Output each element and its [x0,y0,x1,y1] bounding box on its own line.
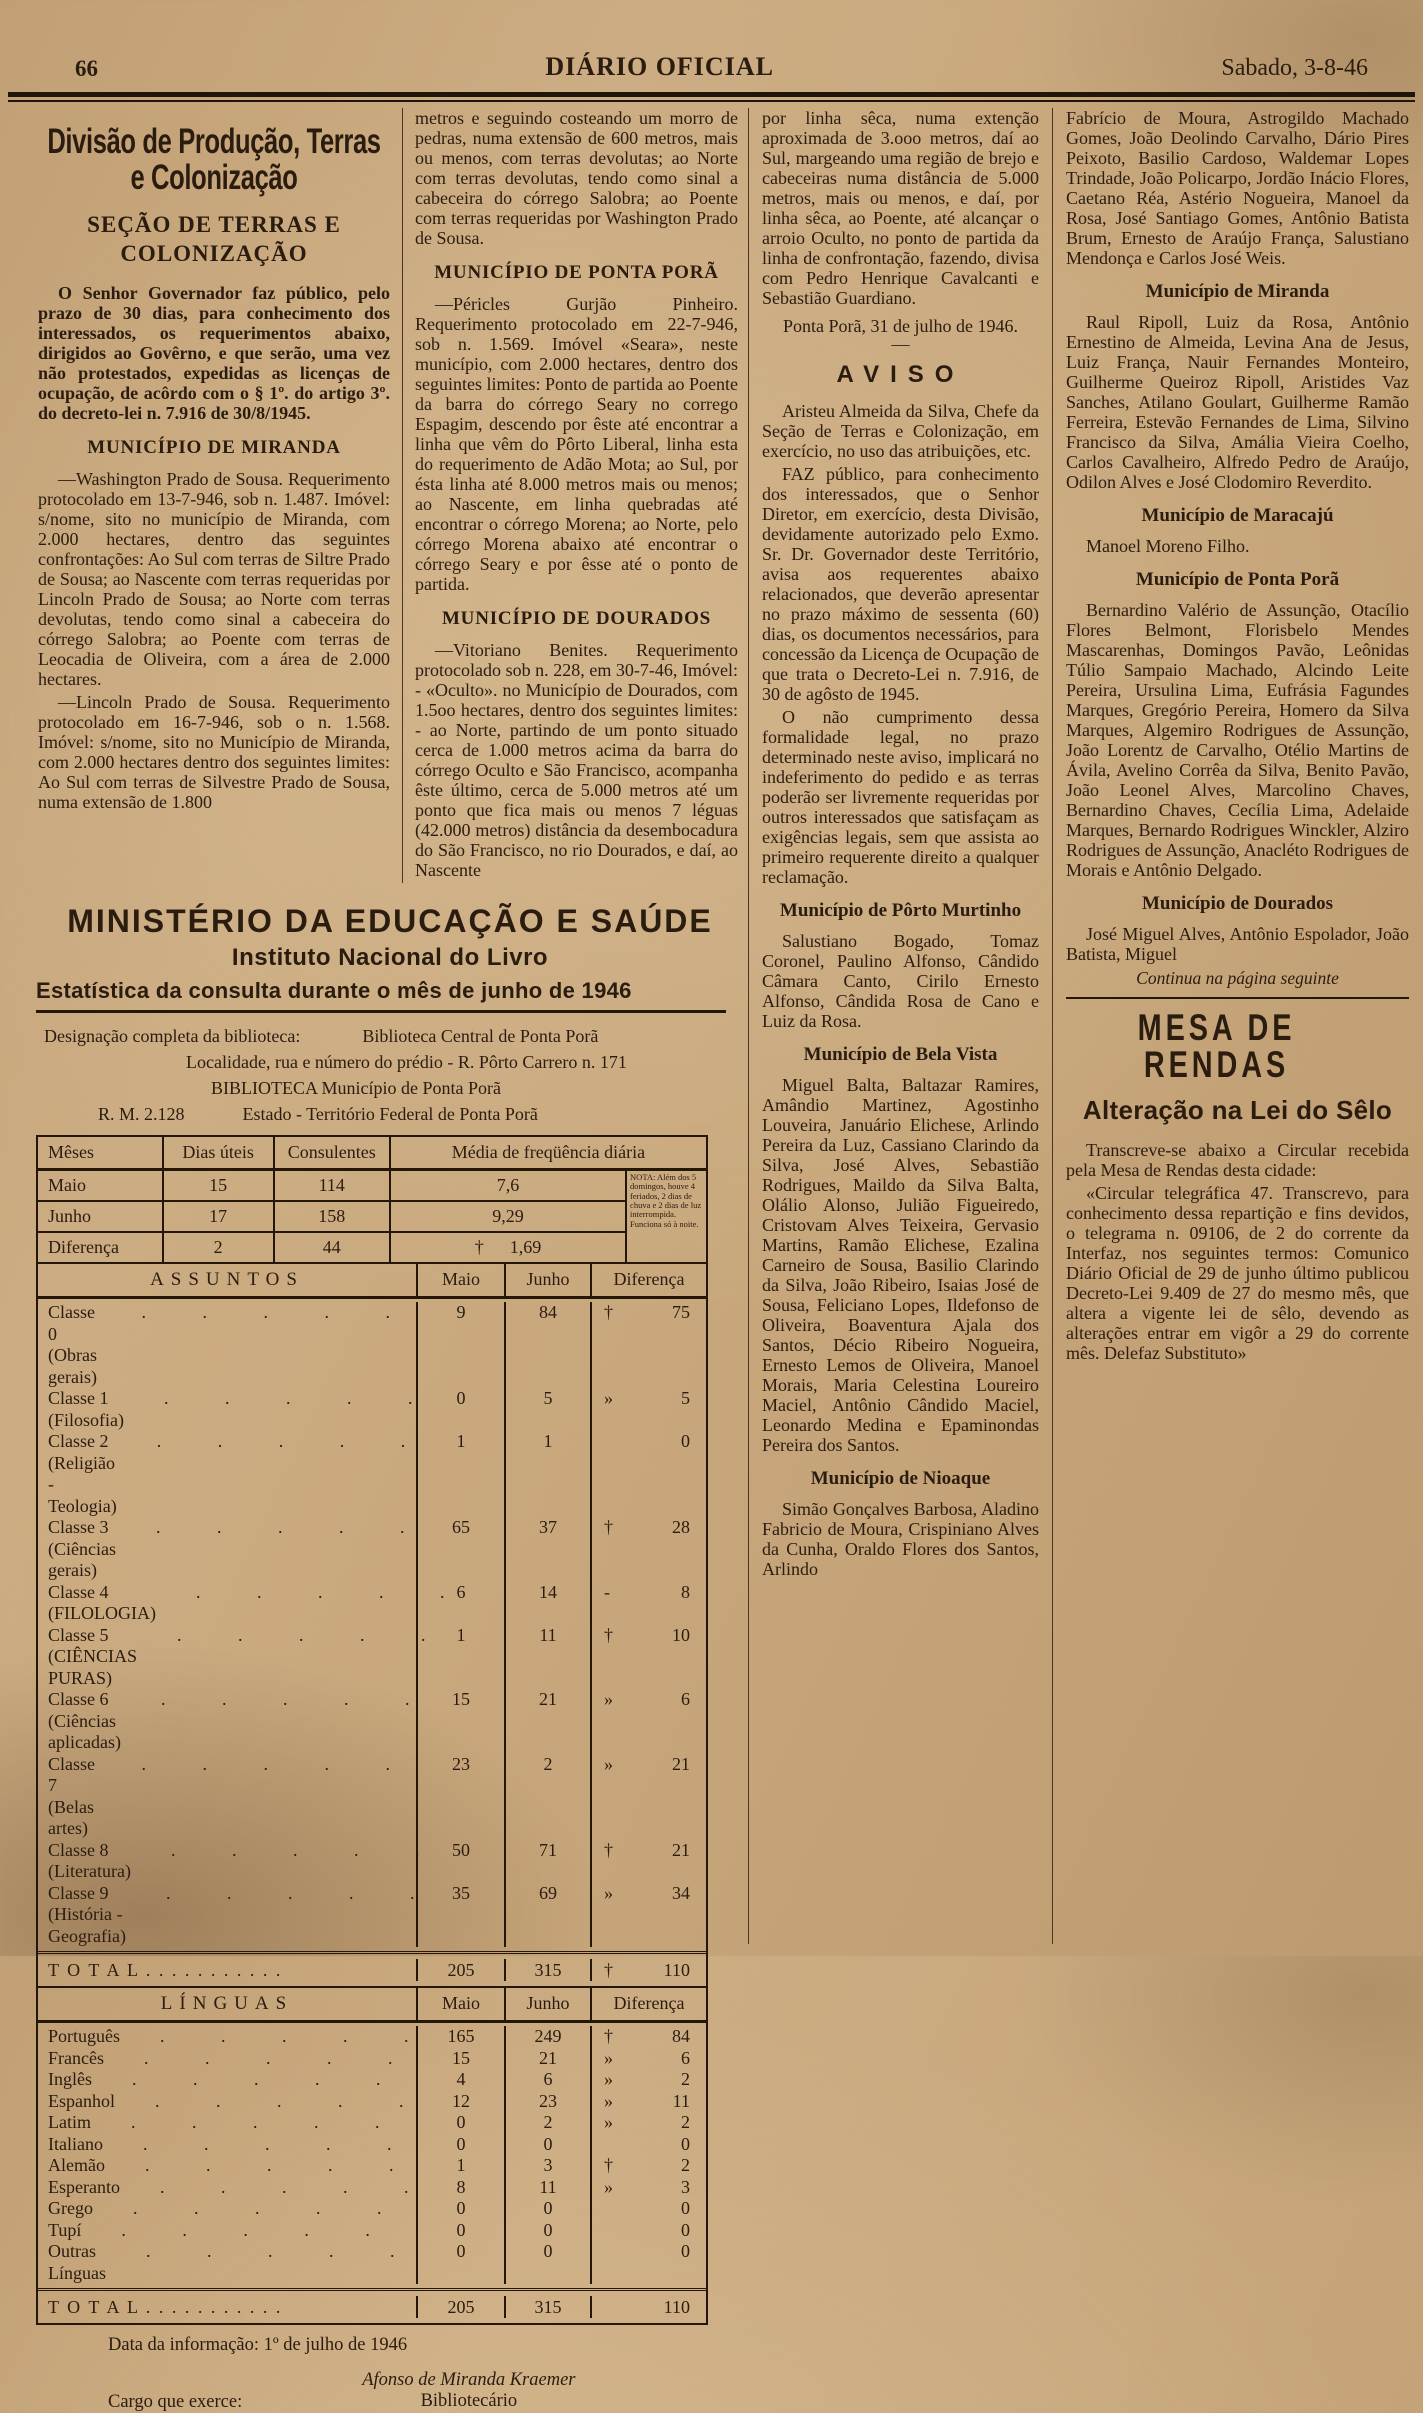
aviso-heading: AVISO [836,361,965,388]
intro-paragraph: O Senhor Governador faz público, pelo prazo de 30 dias, para conhecimento dos interessados, os requerimentos abaixo, dirigidos ao Govêrno, e que serão, uma vez não protestados, expedidas as licenças de ocupação, de acôrdo com o § 1º. do artigo 3º. do decreto-lei n. 7.916 de 30/8/1945. [38,282,390,423]
library-registry-line [36,1101,744,1127]
table-row [38,1431,706,1517]
designation-label: Designação completa da biblioteca: [44,1026,301,1046]
row-label-cell: Alemão . [38,2155,416,2177]
municipio-nioaque-heading: Município de Nioaque [810,1468,991,1489]
paragraph: —Péricles Gurjão Pinheiro. Requerimento protocolado em 22-7-946, sob n. 1.569. Imóvel «Seara», neste município, com 2.000 hectares, dentro dos seguintes limites: Ponto de partida ao Poente da barra do córrego Seary no corrego Espagim, descendo por êste até encontrar a linha que vêm do Pôrto Liberal, linha esta do requerimento de Adão Mota; ao Sul, por ésta linha até 8.000 metros mais ou menos; ao Nascente, em linha quebradas até encontrar o córrego Morena; ao Norte, pelo córrego Morena abaixo até encontrar o córrego Seary e por êsse até o ponto de partida. [415,294,738,594]
cell-maio: 8 [416,2177,504,2199]
page-content [0,102,1423,2412]
cell-diferenca: - 8 [590,1582,706,1625]
row-label-cell: Classe 6 (Ciências aplicadas) . [38,1689,416,1754]
cell-junho: 0 [504,2198,590,2220]
dot-leader [104,2048,419,2070]
paragraph: Bernardino Valério de Assunção, Otacílio Flores Belmont, Florisbelo Mendes Mascarenhas, Domingos Pavão, Leônidas Túlio Sampaio Machado, Alcindo Leite Pereira, Ursulina Lima, Eufrásia Fagundes Marques, Gregório Pereira, Homero da Silva Marques, Algemiro Rodrigues de Assunção, João Lorentz de Carvalho, Otélio Martins de Ávila, Avelino Corrêa da Silva, Benito Pavão, João Leonel Alves, Marcolino Chaves, Bernardino Chaves, Cecília Lima, Adelaide Marques, Bernardo Rodrigues Winckler, Alziro Rodrigues de Assunção, Anacléto Rodrigues de Morais e Antônio Delgado. [1066,600,1409,880]
municipio-miranda-heading: Município de Miranda [1145,281,1330,302]
row-label-cell: Classe 7 (Belas artes) . [38,1754,416,1840]
issue-date: Sabado, 3-8-46 [1221,55,1368,81]
cell-diferenca: † 75 [590,1302,706,1388]
library-address-line: Localidade, rua e número do prédio - R. Pôrto Carrero n. 171 [186,1052,627,1072]
row-label-cell: Italiano . [38,2134,416,2156]
cell-maio: 15 [416,2048,504,2070]
table-row [37,1232,707,1263]
assuntos-rows [38,1299,706,1951]
municipio-ponta-pora-heading: Município de Ponta Porã [1135,569,1340,590]
cell-maio: 0 [416,2220,504,2242]
cell-junho: 6 [504,2069,590,2091]
column-4 [1053,108,1415,1944]
row-label-cell: Outras Línguas . [38,2241,416,2284]
table-row [38,2241,706,2284]
left-section [36,108,748,2412]
continua-note: Continua na página seguinte [1136,968,1339,988]
cell-media: 9,29 [390,1201,626,1232]
municipio-maracaju-heading: Município de Maracajú [1141,505,1334,526]
cell-maio: 1 [416,1625,504,1690]
paragraph: Fabrício de Moura, Astrogildo Machado Gomes, João Deolindo Carvalho, Dário Pires Peixoto, Basilio Cardoso, Waldemar Lopes Trindade, João Policarpo, Jordão Inácio Flores, Caetano Réa, Astério Nogueira, Manoel da Rosa, José Santiago Gomes, Antônio Batista Brum, Ernesto de Araújo França, Salustiano Mendonça e Carlos José Weis. [1066,108,1409,268]
row-label-cell: Tupí . [38,2220,416,2242]
table-row [38,1840,706,1883]
cell-maio: 0 [416,2134,504,2156]
cell-junho: 84 [504,1302,590,1388]
row-label-cell: Classe 0 (Obras gerais) . [38,1302,416,1388]
col-header-diferenca: Diferença [590,1264,706,1296]
cell-diferenca: † 21 [590,1840,706,1883]
library-designation-line [36,1023,744,1049]
paragraph: —Lincoln Prado de Sousa. Requerimento protocolado em 16-7-946, sob o n. 1.568. Imóvel: s/nome, sito no Município de Miranda, com 2.000 hectares dentro dos seguintes limites: Ao Sul com terras de Silvestre Prado de Sousa, numa extensão de 1.800 [38,691,390,812]
paragraph: «Circular telegráfica 47. Transcrevo, para conhecimento dessa repartição e fins devidos, o telegrama n. 09106, de 2 do corrente da Interfaz, nos seguintes termos: Comunico Diário Oficial de 29 de junho último publicou Decreto-Lei 9.409 de 27 do mesmo mês, que altera a vigente lei de sêlo, devendo as alterações entrar em vigôr a 29 do corrente mês. Delefaz Substituto» [1066,1183,1409,1363]
cell-junho: 0 [504,2241,590,2284]
info-date-line: Data da informação: 1º de julho de 1946 [108,2335,408,2355]
dot-leader [91,2112,416,2134]
municipio-miranda-heading: MUNICÍPIO DE MIRANDA [87,436,341,458]
row-label-cell: Espanhol . [38,2091,416,2113]
cell-maio: 1 [416,2155,504,2177]
cell-maio: 0 [416,2198,504,2220]
page-number: 66 [75,56,98,81]
table-row [38,1754,706,1840]
paragraph: Simão Gonçalves Barbosa, Aladino Fabricio de Moura, Crispiniano Alves da Cunha, Oraldo Flores dos Santos, Arlindo [762,1499,1039,1579]
dot-leader [93,2198,416,2220]
cell-junho: 37 [504,1517,590,1582]
column-2 [403,108,748,883]
paragraph: José Miguel Alves, Antônio Espolador, João Batista, Miguel [1066,924,1409,964]
total-diferenca: 110 [590,2296,706,2318]
cell-junho: 14 [504,1582,590,1625]
assuntos-total-row [38,1951,706,1986]
cell-diferenca: 0 [590,2241,706,2284]
cell-junho: 5 [504,1388,590,1431]
col-header-junho: Junho [504,1264,590,1296]
dot-leader [124,1388,439,1431]
dot-leader [116,1517,431,1582]
cell-maio: 4 [416,2069,504,2091]
dot-leader [131,1840,446,1883]
designation-value: Biblioteca Central de Ponta Porã [362,1026,599,1046]
cell-consulentes: 114 [274,1170,390,1202]
cell-junho: 3 [504,2155,590,2177]
row-label-cell: Classe 8 (Literatura) . [38,1840,416,1883]
estatistica-subtitle: Estatística da consulta durante o mês de junho de 1946 [36,978,632,1003]
table-row [37,1170,707,1202]
table-row [38,2026,706,2048]
cell-consulentes: 158 [274,1201,390,1232]
mesa-subtitle: Alteração na Lei do Sêlo [1082,1095,1393,1125]
cell-maio: 15 [416,1689,504,1754]
frequency-table [36,1135,708,1264]
registry-number: R. M. 2.128 [98,1104,185,1124]
cell-diferenca: 0 [590,2198,706,2220]
cell-junho: 1 [504,1431,590,1517]
cell-junho: 0 [504,2220,590,2242]
col-header-maio: Maio [416,1988,504,2020]
table-row [38,1517,706,1582]
row-label-cell: Classe 4 (FILOLOGIA) . [38,1582,416,1625]
librarian-role: Bibliotecário [420,2391,518,2411]
statistics-tables [36,1135,708,2325]
cell-diferenca: » 6 [590,1689,706,1754]
cell-diferenca: 0 [590,1431,706,1517]
left-columns [36,108,748,883]
cell-junho: 23 [504,2091,590,2113]
cell-junho: 0 [504,2134,590,2156]
cell-maio: 50 [416,1840,504,1883]
cell-diferenca: » 6 [590,2048,706,2070]
cell-consulentes: 44 [274,1232,390,1263]
table-row [38,2069,706,2091]
librarian-signature [362,2370,575,2413]
paragraph: O não cumprimento dessa formalidade legal, no prazo determinado neste aviso, implicará no indeferimento do pedido e as terras poderão ser livremente requeridas por outros interessados que satisfaçam as exigências legais, sem que assista ao primeiro requerente direito a qualquer reclamação. [762,707,1039,887]
cell-diferenca: † 2 [590,2155,706,2177]
cell-maio: 35 [416,1883,504,1948]
row-label-cell: Classe 1 (Filosofia) . [38,1388,416,1431]
cell-diferenca: » 11 [590,2091,706,2113]
dot-leader [121,1689,436,1754]
dot-leader [117,1431,432,1517]
instituto-subtitle: Instituto Nacional do Livro [231,944,549,971]
total-maio: 205 [416,2296,504,2318]
registry-state: Estado - Território Federal de Ponta Porã [242,1104,538,1124]
table-row [38,1883,706,1948]
cell-junho: 71 [504,1840,590,1883]
table-row [38,1625,706,1690]
cell-maio: 9 [416,1302,504,1388]
paragraph: Salustiano Bogado, Tomaz Coronel, Paulino Alfonso, Cândido Câmara Canto, Cirilo Ernesto Alfonso, Cândida Rosa de Cano e Luiz da Rosa. [762,931,1039,1031]
cell-maio: 12 [416,2091,504,2113]
diff-value: 1,69 [509,1237,542,1257]
col-header-dias: Dias úteis [163,1136,274,1170]
table-row [38,2091,706,2113]
dot-leader [105,2155,420,2177]
signature-row [36,2370,744,2413]
cell-junho: 11 [504,2177,590,2199]
cell-diferenca: » 21 [590,1754,706,1840]
cell-junho: 11 [504,1625,590,1690]
mesa-divider-rule [1066,997,1409,999]
nota-box: NOTA: Além dos 5 domingos, houve 4 feriados, 2 dias de chuva e 2 dias de luz interrompida. Funciona só à noite. [626,1170,707,1264]
dot-leader [102,1754,417,1840]
cell-maio: 0 [416,1388,504,1431]
paragraph: por linha sêca, numa extenção aproximada de 3.ooo metros, daí ao Sul, margeando uma região de brejo e cabeceiras numa distância de 5.000 metros, mais ou menos, e daí, por linha sêca, ao Poente, até alcançar o arroio Oculto, no ponto de partida da linha de confrontação, fazendo, divisa com Pedro Henrique Cavalcanti e Sebastião Guardiano. [762,108,1039,308]
table-row [38,2112,706,2134]
ministerio-title: MINISTÉRIO DA EDUCAÇÃO E SAÚDE [67,903,713,939]
dot-leader [115,2091,430,2113]
paragraph: —Washington Prado de Sousa. Requerimento protocolado em 13-7-946, sob n. 1.487. Imóvel: s/nome, sito no município de Miranda, com 2.000 hectares, dentro das seguintes confrontações: Ao Sul com terras de Siltre Prado de Sousa; ao Nascente com terras requeridas por Lincoln Prado de Sousa; ao Norte com terras devolutas, tendo como sinal a cabeceira do córrego Salobra; ao Poente com terras de Leocadia de Oliveira, com a área de 2.000 hectares. [38,468,390,689]
municipio-bela-vista-heading: Município de Bela Vista [803,1044,998,1065]
row-label-cell: Classe 9 (História - Geografia) . [38,1883,416,1948]
cell-maio: 0 [416,2241,504,2284]
table-row [38,2048,706,2070]
col-header-meses: Mêses [37,1136,163,1170]
cell-maio: 23 [416,1754,504,1840]
dot-leader [137,1625,452,1690]
cell-junho: 69 [504,1883,590,1948]
municipio-dourados-heading: MUNICÍPIO DE DOURADOS [441,608,712,629]
cell-junho: 21 [504,2048,590,2070]
cell-mes: Junho [37,1201,163,1232]
paragraph: Transcreve-se abaixo a Circular recebida pela Mesa de Rendas desta cidade: [1066,1140,1409,1180]
dot-leader [81,2220,416,2242]
linguas-table [36,1986,708,2325]
municipio-dourados-heading: Município de Dourados [1141,893,1334,914]
ministerio-section [36,897,748,2413]
cell-diferenca: † 84 [590,2026,706,2048]
dot-leader [102,1302,417,1388]
municipio-ponta-pora-heading: MUNICÍPIO DE PONTA PORÃ [434,262,719,283]
table-row [38,2198,706,2220]
cell-maio: 6 [416,1582,504,1625]
column-1 [36,108,403,883]
cell-junho: 249 [504,2026,590,2048]
col-header-assuntos: ASSUNTOS [150,1269,304,1290]
signature-block [36,2335,744,2413]
cell-diferenca: » 3 [590,2177,706,2199]
col-header-linguas: LÍNGUAS [160,1993,294,2014]
paragraph: metros e seguindo costeando um morro de pedras, numa extensão de 600 metros, mais ou menos, com terras devolutas; ao Norte com terras devolutas, tendo como sinal a cabeceira do córrego Salobra; ao Poente com terras requeridas por Washington Prado de Sousa. [415,108,738,248]
cell-mes: Maio [37,1170,163,1202]
paragraph: FAZ público, para conhecimento dos interessados, que o Senhor Diretor, em exercício, desta Divisão, devidamente autorizado pelo Exmo. Sr. Dr. Governador deste Território, avisa aos requerentes abaixo relacionados, que deverão apresentar no prazo máximo de sessenta (60) dias, os documentos necessários, para concessão da Licença de Ocupação de que trata o Decreto-Lei n. 7.916, de 30 de agôsto de 1945. [762,464,1039,704]
col-header-media: Média de freqüência diária [390,1136,707,1170]
separator-dash: — [891,334,910,354]
frequency-header-row [37,1136,707,1170]
library-name-line: BIBLIOTECA Município de Ponta Porã [211,1078,501,1098]
cell-diferenca: † 28 [590,1517,706,1582]
paragraph: Raul Ripoll, Luiz da Rosa, Antônio Ernestino de Almeida, Levina Ana de Jesus, Luiz França, Nauir Fernandes Monteiro, Guilherme Queiroz Ripoll, Aristides Vaz Sanches, Atilano Goulart, Guilherme Ramão Ferreira, Estevão Fernandes de Lima, Silvino Francisco da Silva, Amália Vieira Coelho, Carlos Cavalheiro, Alfredo Pedro de Araújo, Odilon Alves e José Clodomiro Reverdito. [1066,312,1409,492]
dot-leader [126,1883,441,1948]
table-row [38,2134,706,2156]
division-heading: Divisão de Produção, Terras e Colonização [47,122,381,197]
municipio-porto-murtinho-heading: Município de Pôrto Murtinho [779,900,1022,921]
row-label-cell: Inglês . [38,2069,416,2091]
col-header-maio: Maio [416,1264,504,1296]
newspaper-title: DIÁRIO OFICIAL [545,52,774,81]
dot-leader [120,2177,435,2199]
table-row [38,1689,706,1754]
row-label-cell: Esperanto . [38,2177,416,2199]
ministerio-rule [36,1010,726,1013]
cell-diferenca: 0 [590,2134,706,2156]
place-date-line: Ponta Porã, 31 de julho de 1946. [783,316,1018,336]
dot-leader [103,2134,418,2156]
cell-dias: 15 [163,1170,274,1202]
total-maio: 205 [416,1959,504,1981]
row-label-cell: Classe 5 (CIÊNCIAS PURAS) . [38,1625,416,1690]
row-label-cell: Classe 3 (Ciências gerais) . [38,1517,416,1582]
cell-diferenca: » 2 [590,2112,706,2134]
cell-mes: Diferença [37,1232,163,1263]
cell-dias: 17 [163,1201,274,1232]
cell-diferenca: » 34 [590,1883,706,1948]
total-label: T O T A L . . . . . . . . . . . [48,1960,283,1980]
header-rule-thick [8,92,1415,97]
total-diferenca: † 110 [590,1959,706,1981]
mesa-de-rendas-heading: MESA DE RENDAS [1137,1007,1296,1085]
paragraph: —Vitoriano Benites. Requerimento protocolado sob n. 228, em 30-7-46, Imóvel: - «Oculto». no Município de Dourados, com 1.5oo hectares, dentro dos seguintes limites: - ao Norte, partindo de um ponto situado cerca de 1.000 metros acima da barra do córrego Oculto e São Francisco, acompanha êste último, cerca de 5.000 metros até um ponto que fica mais ou menos 7 léguas (42.000 metros) distância da desembocadura do São Francisco, no rio Dourados, e daí, ao Nascente [415,640,738,880]
paragraph: Aristeu Almeida da Silva, Chefe da Seção de Terras e Colonização, em exercício, no uso das atribuições, etc. [762,401,1039,461]
library-info [36,1023,744,1127]
row-label-cell: Grego . [38,2198,416,2220]
cell-maio: 1 [416,1431,504,1517]
table-row [38,2220,706,2242]
cell-maio: 65 [416,1517,504,1582]
column-3 [748,108,1053,1944]
paragraph: Miguel Balta, Baltazar Ramires, Amândio Martinez, Agostinho Louveira, Januário Elichese, Arlindo Pereira da Luz, Cassiano Clarindo da Silva, José Alves, Sebastião Rodrigues, Maildo da Silva Balta, Olálio Alonso, Julião Figueiredo, Cristovam Alves Teixeira, Gervasio Martins, Ramão Elichese, Ezalina Carneiro de Sousa, Basilio Clarindo da Silva, João Ribeiro, Isaias José de Sousa, Feliciano Lopes, Ildefonso de Oliveira, Boaventura Ajala dos Santos, Décio Ribeiro Nogueira, Ernesto Lemos de Oliveira, Manoel Morais, Maria Celestina Loureiro Maciel, Antônio Cândido Maciel, Leonardo Medina e Epaminondas Pereira dos Santos. [762,1075,1039,1455]
row-label-cell: Latim . [38,2112,416,2134]
cell-media: 7,6 [390,1170,626,1202]
col-header-consulentes: Consulentes [274,1136,390,1170]
cell-junho: 21 [504,1689,590,1754]
cell-dias: 2 [163,1232,274,1263]
row-label-cell: Português . [38,2026,416,2048]
total-junho: 315 [504,2296,590,2318]
total-junho: 315 [504,1959,590,1981]
librarian-name: Afonso de Miranda Kraemer [362,2370,576,2390]
table-row [37,1201,707,1232]
cell-junho: 2 [504,2112,590,2134]
cell-maio: 0 [416,2112,504,2134]
division-heading-wrap [38,124,390,195]
section-heading: SEÇÃO DE TERRAS E COLONIZAÇÃO [87,212,341,267]
linguas-rows [38,2023,706,2288]
dot-leader [106,2241,421,2284]
table-row [38,1388,706,1431]
dot-leader [120,2026,435,2048]
linguas-header-row [38,1988,706,2023]
cell-maio: 165 [416,2026,504,2048]
dot-leader [92,2069,416,2091]
table-row [38,1582,706,1625]
linguas-total-row [38,2288,706,2323]
page-header [0,0,1423,88]
assuntos-header-row [38,1264,706,1299]
diff-sign: † [474,1237,484,1257]
total-label: T O T A L . . . . . . . . . . . [48,2297,283,2317]
assuntos-table [36,1262,708,1988]
col-header-diferenca: Diferença [590,1988,706,2020]
paragraph: Manoel Moreno Filho. [1086,536,1250,556]
row-label-cell: Francês . [38,2048,416,2070]
cell-diferenca: » 5 [590,1388,706,1431]
table-row [38,2155,706,2177]
cargo-label: Cargo que exerce: [108,2392,243,2412]
row-label-cell: Classe 2 (Religião - Teologia) . [38,1431,416,1517]
col-header-junho: Junho [504,1988,590,2020]
cell-media-diferenca [390,1232,626,1263]
table-row [38,2177,706,2199]
cell-diferenca: » 2 [590,2069,706,2091]
cell-diferenca: 0 [590,2220,706,2242]
cell-junho: 2 [504,1754,590,1840]
cell-diferenca: † 10 [590,1625,706,1690]
table-row [38,1302,706,1388]
